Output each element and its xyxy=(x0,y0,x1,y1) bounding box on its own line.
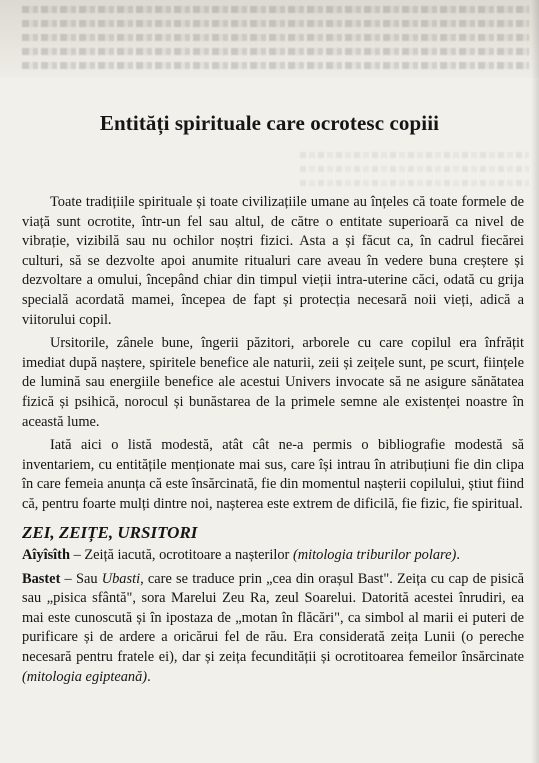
entry-name: Bastet xyxy=(22,570,61,587)
entry-bastet xyxy=(22,570,524,688)
entry-text: , care se traduce prin „cea din orașul Bast". Zeița cu cap de pisică sau „pisica sfântă", sora Marelui Zeu Ra, zeul Soarelui. Datorită acestei înrudiri, ea mai este cunoscută și în ipostaza de „motan în flăcări", ca simbol al marii ei puteri de purificare și de ardere a oricărui fel de rău. Era considerată zeița Lunii (o pereche necesară pentru fratele ei), dar și zeița fecundității și ocrotitoarea femeilor însărcinate xyxy=(22,570,524,666)
entry-tail: . xyxy=(456,547,460,564)
entry-alias: Ubasti xyxy=(101,570,141,587)
entry-text: – Zeiță iacută, ocrotitoare a nașterilor xyxy=(69,547,293,564)
entry-aiyisith xyxy=(22,546,524,566)
entry-name: Aîyîsîth xyxy=(22,547,70,564)
entry-note: (mitologia triburilor polare) xyxy=(292,547,457,564)
bleed-through-text xyxy=(0,0,539,78)
section-heading: ZEI, ZEIȚE, URSITORI xyxy=(22,522,198,542)
entry-text: – Sau xyxy=(60,570,102,587)
entry-tail: . xyxy=(147,668,151,685)
paragraph-list-intro: Iată aici o listă modestă, atât cât ne-a permis o bibliografie modestă să inventariem, cu entitățile menționate mai sus, care își intrau în atribuțiuni fie din clipa în care femeia anunța că este însărcinată, fie din momentul nașterii copilului, știut fiind că, pentru foarte mulți dintre noi, nașterea este extrem de dificilă, fie fizic, fie spiritual. xyxy=(22,437,524,512)
paragraph-intro: Toate tradițiile spirituale și toate civilizațiile umane au înțeles că toate formele de viață sunt ocrotite, într-un fel sau altul, de către o entitate superioară ca nivel de vibrație, vizibilă sau nu ochilor noștri fizici. Asta a și făcut ca, în cadrul fiecărei culturi, să se dezvolte apoi anumite ritualuri care aveau în vedere buna creștere și dezvoltare a omului, începând chiar din timpul vieții intra-uterine căci, odată cu grija specială acordată mamei, începea de fapt și protecția necesară noii vieți, adică a viitorului copil. xyxy=(22,194,524,328)
paragraph-ursitori: Ursitorile, zânele bune, îngerii păzitori, arborele cu care copilul era înfrățit imediat după naștere, spiritele benefice ale naturii, zeii și zeițele sunt, pe scurt, ființele de lumină sau energiile benefice ale acestui Univers invocate să ne asigure sănătatea fizică și psihică, norocul și bunăstarea de la primele semne ale existenței noastre în această lume. xyxy=(22,335,524,430)
body-text xyxy=(22,193,524,691)
entry-note: (mitologia egipteană) xyxy=(22,668,148,685)
page-title: Entități spirituale care ocrotesc copiii xyxy=(99,111,440,135)
